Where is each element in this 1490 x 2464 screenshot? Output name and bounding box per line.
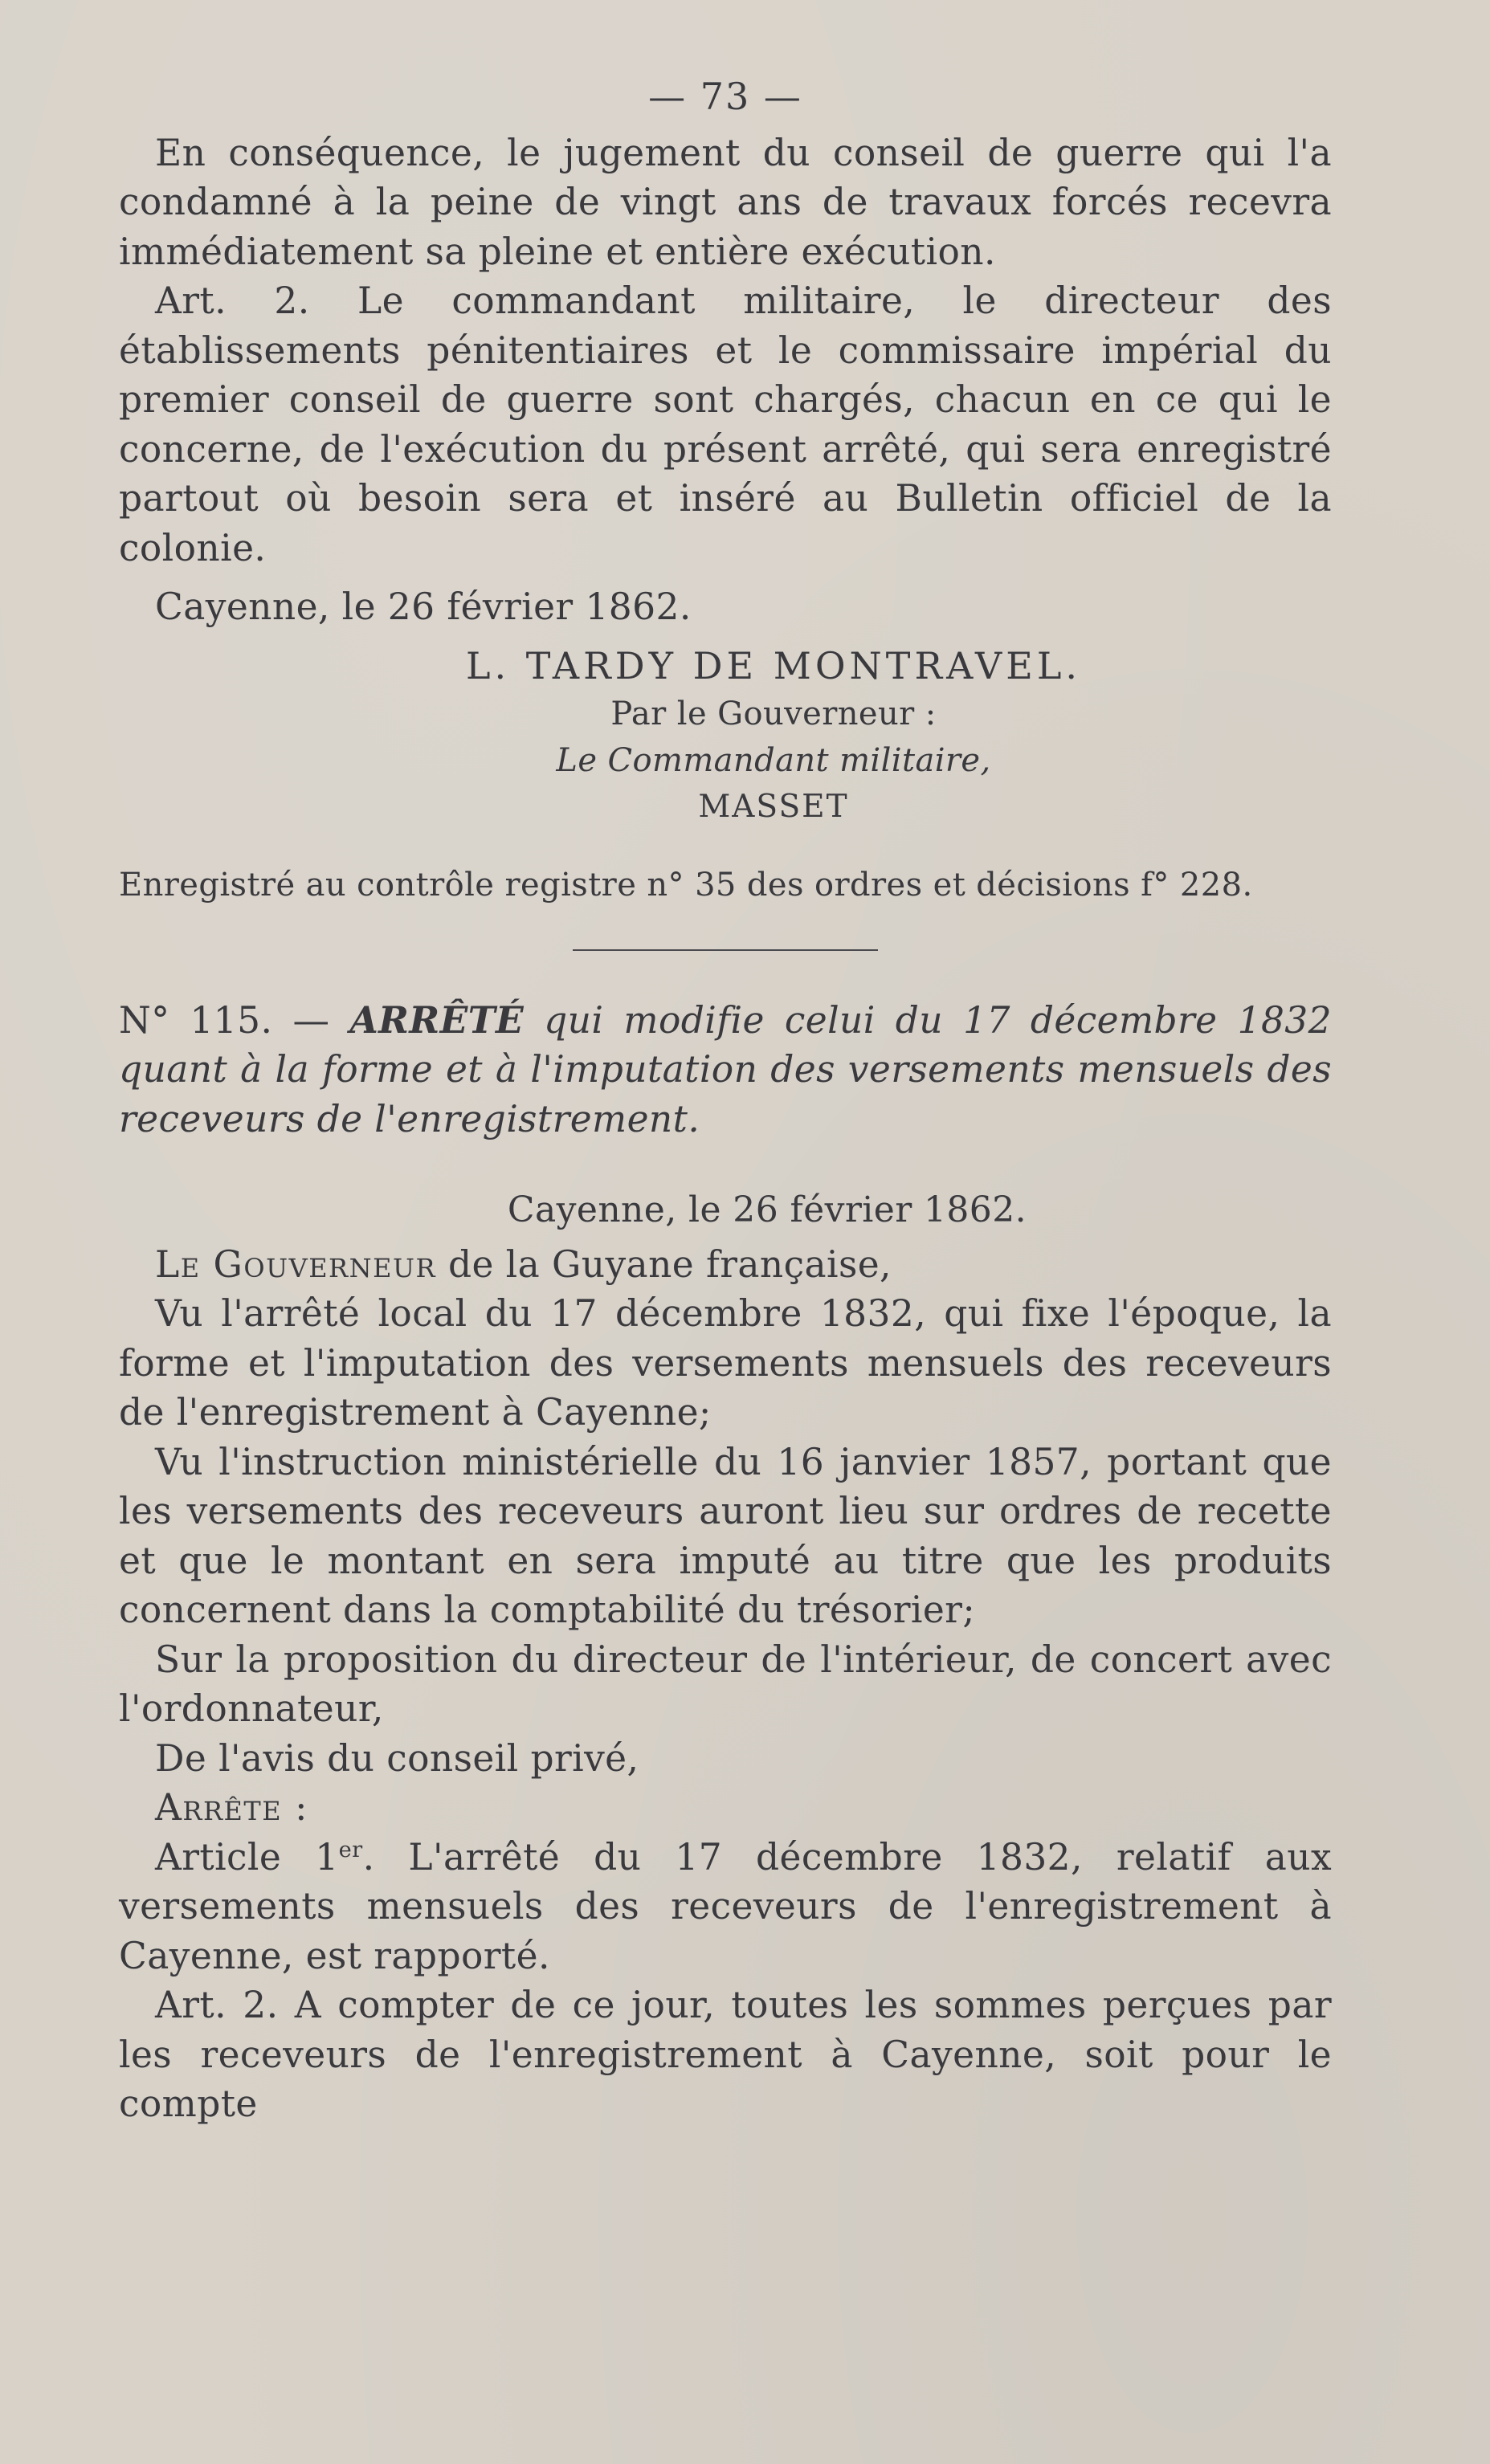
decree-title: qui modifie celui du 17 décembre 1832 quant à la forme et à l'imputation des versements mensuels des receveurs de l'enregistrement. (119, 998, 1332, 1140)
governor-rest: de la Guyane française, (436, 1242, 892, 1286)
paragraph-article-2-execution: Art. 2. Le commandant militaire, le directeur des établissements pénitentiaires et le commissaire impérial du premier conseil de guerre sont chargés, chacun en ce qui le concerne, de l'exécution du présent arrêté, qui sera enregistré partout où besoin sera et inséré au Bulletin officiel de la colonie. (119, 279, 1332, 569)
paragraph-consequence: En conséquence, le jugement du conseil de guerre qui l'a condamné à la peine de vingt ans de travaux forcés recevra immédiatement sa pleine et entière exécution. (119, 131, 1332, 273)
place-date-second: Cayenne, le 26 février 1862. (507, 1189, 1027, 1230)
governor-line (119, 1240, 1332, 1290)
place-date-first: Cayenne, le 26 février 1862. (155, 585, 692, 628)
decree-lead: ARRÊTÉ (349, 997, 525, 1042)
signature-countersign: MASSET (698, 789, 849, 825)
consideration-conseil-prive: De l'avis du conseil privé, (155, 1736, 639, 1780)
consideration-proposition: Sur la proposition du directeur de l'intérieur, de concert avec l'ordonnateur, (119, 1638, 1332, 1730)
article-1-sup: er (338, 1837, 363, 1862)
article-1-text: . L'arrêté du 17 décembre 1832, relatif aux versements mensuels des receveurs de l'enregistrement à Cayenne, est rapporté. (119, 1835, 1333, 1977)
page-number: — 73 — (648, 75, 802, 118)
governor-lead: Le Gouverneur (155, 1242, 437, 1286)
decree-number: N° 115. — (119, 998, 330, 1042)
signature-by-governor: Par le Gouverneur : (610, 696, 937, 732)
registration-note: Enregistré au contrôle registre n° 35 des ordres et décisions f° 228. (119, 867, 1253, 904)
section-divider (573, 949, 878, 951)
signature-governor: L. TARDY DE MONTRAVEL. (465, 643, 1082, 687)
signature-role: Le Commandant militaire, (556, 742, 991, 779)
arrete-label (119, 1783, 1332, 1833)
consideration-arrete-1832: Vu l'arrêté local du 17 décembre 1832, qui fixe l'époque, la forme et l'imputation des versements mensuels des receveurs de l'enregistrement à Cayenne; (119, 1292, 1332, 1434)
article-1 (119, 1833, 1332, 1981)
page-text (119, 56, 1332, 2129)
decree-heading (92, 996, 1332, 1144)
consideration-instruction-1857: Vu l'instruction ministérielle du 16 janvier 1857, portant que les versements des receveurs auront lieu sur ordres de recette et que le montant en sera imputé au titre que les produits concernent dans la comptabilité du trésorier; (119, 1440, 1332, 1631)
article-2: Art. 2. A compter de ce jour, toutes les sommes perçues par les receveurs de l'enregistrement à Cayenne, soit pour le compte (119, 1984, 1332, 2125)
arrete-label-text: Arrête : (155, 1786, 308, 1829)
article-1-prefix: Article 1 (155, 1835, 339, 1879)
